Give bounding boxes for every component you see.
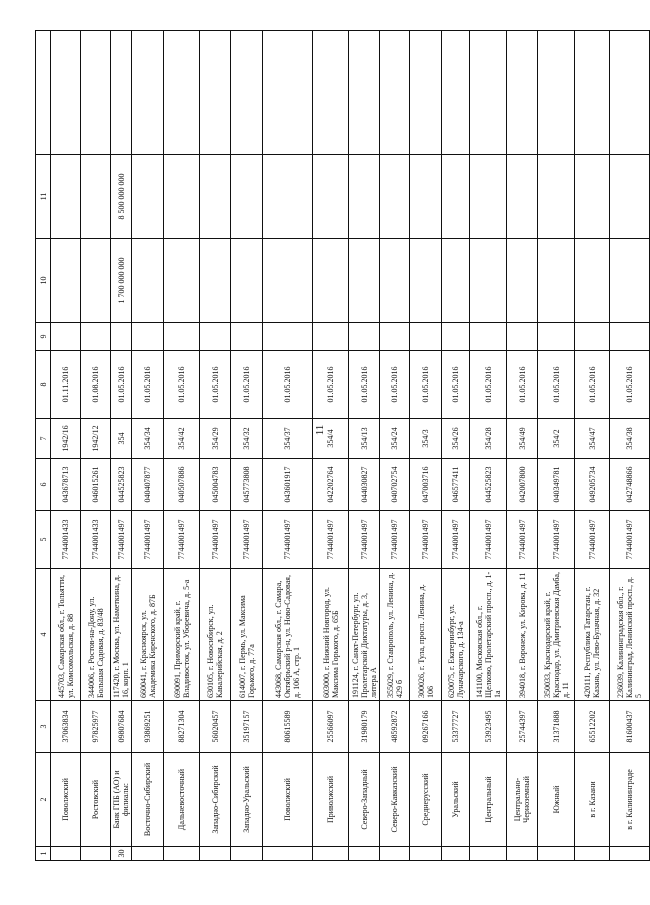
reg-number: 354/26 <box>442 419 470 459</box>
column-10-cell <box>442 239 470 323</box>
row-number <box>442 847 470 861</box>
column-9-cell <box>51 323 81 351</box>
blank-cell <box>132 31 164 155</box>
column-header: 6 <box>36 459 51 511</box>
column-11-cell <box>164 155 200 239</box>
inn: 7744001497 <box>470 511 507 569</box>
table-row <box>111 31 132 861</box>
branch-name: Центральный <box>470 753 507 847</box>
column-header: 5 <box>36 511 51 569</box>
column-header: 4 <box>36 569 51 701</box>
okpo-code: 09807684 <box>111 701 132 753</box>
inn: 7744001497 <box>575 511 610 569</box>
branch-name: Поволжский <box>51 753 81 847</box>
okpo-code: 48592872 <box>380 701 410 753</box>
column-header: 7 <box>36 419 51 459</box>
branch-name: Дальневосточный <box>164 753 200 847</box>
address: 191124, г. Санкт-Петербург, ул. Пролетарской Диктатуры, д. 3, литера А <box>349 569 380 701</box>
blank-cell <box>263 31 313 155</box>
column-11-cell <box>538 155 575 239</box>
branch-name: Южный <box>538 753 575 847</box>
row-number <box>507 847 538 861</box>
address: 300026, г. Тула, просп. Ленина, д. 106 <box>410 569 442 701</box>
column-9-cell <box>610 323 650 351</box>
okpo-code: 35197157 <box>231 701 263 753</box>
inn: 7744001497 <box>263 511 313 569</box>
row-number <box>200 847 231 861</box>
column-11-cell <box>81 155 111 239</box>
reg-number: 354/3 <box>410 419 442 459</box>
column-header: 10 <box>36 239 51 323</box>
bik: 040702754 <box>380 459 410 511</box>
table-row <box>81 31 111 861</box>
column-10-cell <box>349 239 380 323</box>
column-9-cell <box>81 323 111 351</box>
column-9-cell <box>263 323 313 351</box>
address: 443068, Самарская обл., г. Самара, Октябрьский р-н, ул. Ново-Садовая, д. 106 А, стр. 1 <box>263 569 313 701</box>
inn: 7744001497 <box>132 511 164 569</box>
date: 01.05.2016 <box>410 351 442 419</box>
column-9-cell <box>575 323 610 351</box>
column-11-cell <box>410 155 442 239</box>
reg-number: 354/34 <box>132 419 164 459</box>
okpo-code: 31371888 <box>538 701 575 753</box>
bik: 040507886 <box>164 459 200 511</box>
reg-number: 354/4 <box>313 419 349 459</box>
column-11-cell <box>575 155 610 239</box>
okpo-code: 31980179 <box>349 701 380 753</box>
column-11-cell <box>470 155 507 239</box>
date: 01.05.2016 <box>610 351 650 419</box>
reg-number: 354/28 <box>470 419 507 459</box>
address: 603000, г. Нижний Новгород, ул. Максима Горького, д. 65Б <box>313 569 349 701</box>
bik: 047003716 <box>410 459 442 511</box>
address: 445703, Самарская обл., г. Тольятти, ул. Комсомольская, д. 88 <box>51 569 81 701</box>
okpo-code: 09267166 <box>410 701 442 753</box>
column-11-cell <box>610 155 650 239</box>
table-row <box>610 31 650 861</box>
column-9-cell <box>349 323 380 351</box>
branch-name: Ростовский <box>81 753 111 847</box>
branch-name: в г. Калининграде <box>610 753 650 847</box>
bik: 046577411 <box>442 459 470 511</box>
address: 690091, Приморский край, г. Владивосток, ул. Уборевича, д. 5-а <box>164 569 200 701</box>
inn: 7744001497 <box>349 511 380 569</box>
bik: 040349781 <box>538 459 575 511</box>
column-header: 2 <box>36 753 51 847</box>
date: 01.05.2016 <box>200 351 231 419</box>
bik: 049205734 <box>575 459 610 511</box>
inn: 7744001497 <box>313 511 349 569</box>
table-row <box>51 31 81 861</box>
inn: 7744001497 <box>610 511 650 569</box>
reg-number: 354/32 <box>231 419 263 459</box>
column-9-cell <box>231 323 263 351</box>
reg-number: 1942/16 <box>51 419 81 459</box>
blank-cell <box>507 31 538 155</box>
column-10-cell <box>538 239 575 323</box>
column-9-cell <box>111 323 132 351</box>
blank-cell <box>610 31 650 155</box>
row-number <box>575 847 610 861</box>
column-9-cell <box>164 323 200 351</box>
blank-cell <box>164 31 200 155</box>
column-10-cell <box>132 239 164 323</box>
table-row <box>200 31 231 861</box>
column-10-cell <box>575 239 610 323</box>
inn: 7744001497 <box>538 511 575 569</box>
column-9-cell <box>132 323 164 351</box>
blank-cell <box>111 31 132 155</box>
column-10-cell <box>263 239 313 323</box>
date: 01.05.2016 <box>313 351 349 419</box>
bik: 043601917 <box>263 459 313 511</box>
bik: 040407877 <box>132 459 164 511</box>
bik: 044525823 <box>470 459 507 511</box>
row-number <box>263 847 313 861</box>
okpo-code: 53377727 <box>442 701 470 753</box>
address: 420111, Республика Татарстан, г. Казань, ул. Лево-Булачная, д. 32 <box>575 569 610 701</box>
row-number <box>81 847 111 861</box>
reg-number: 354/29 <box>200 419 231 459</box>
reg-number: 354/13 <box>349 419 380 459</box>
column-11-cell <box>231 155 263 239</box>
date: 01.08.2016 <box>81 351 111 419</box>
inn: 7744001433 <box>51 511 81 569</box>
document-sheet <box>35 31 643 861</box>
table-row <box>507 31 538 861</box>
date: 01.05.2016 <box>507 351 538 419</box>
bik: 045004783 <box>200 459 231 511</box>
bik: 042748866 <box>610 459 650 511</box>
column-header: 1 <box>36 847 51 861</box>
blank-column-header <box>36 31 51 155</box>
blank-cell <box>200 31 231 155</box>
inn: 7744001497 <box>410 511 442 569</box>
column-9-cell <box>442 323 470 351</box>
row-number <box>538 847 575 861</box>
address: 660041, г. Красноярск, ул. Академика Киренского, д. 87Б <box>132 569 164 701</box>
okpo-code: 56020457 <box>200 701 231 753</box>
column-10-cell <box>410 239 442 323</box>
header-row <box>36 31 51 861</box>
column-10-cell <box>81 239 111 323</box>
bik: 042007800 <box>507 459 538 511</box>
date: 01.05.2016 <box>380 351 410 419</box>
okpo-code: 80615589 <box>263 701 313 753</box>
bank-registry-table <box>35 30 650 861</box>
bik: 042202764 <box>313 459 349 511</box>
column-10-cell <box>470 239 507 323</box>
branch-name: Западно-Уральский <box>231 753 263 847</box>
reg-number: 1942/12 <box>81 419 111 459</box>
column-10-cell <box>507 239 538 323</box>
column-header: 11 <box>36 155 51 239</box>
column-11-cell <box>132 155 164 239</box>
blank-cell <box>313 31 349 155</box>
date: 01.05.2016 <box>442 351 470 419</box>
row-number <box>51 847 81 861</box>
reg-number: 354/24 <box>380 419 410 459</box>
inn: 7744001497 <box>507 511 538 569</box>
table-row <box>164 31 200 861</box>
reg-number: 354/49 <box>507 419 538 459</box>
date: 01.11.2016 <box>51 351 81 419</box>
branch-name: Поволжский <box>263 753 313 847</box>
column-10-cell <box>610 239 650 323</box>
inn: 7744001433 <box>81 511 111 569</box>
reg-number: 354/38 <box>610 419 650 459</box>
date: 01.05.2016 <box>111 351 132 419</box>
row-number <box>349 847 380 861</box>
row-number: 30 <box>111 847 132 861</box>
column-9-cell <box>313 323 349 351</box>
date: 01.05.2016 <box>263 351 313 419</box>
column-9-cell <box>470 323 507 351</box>
address: 350033, Краснодарский край, г. Краснодар, ул. Дмитриевская Дамба, д. 11 <box>538 569 575 701</box>
branch-name: Банк ГПБ (АО) и филиалы: <box>111 753 132 847</box>
okpo-code: 25566097 <box>313 701 349 753</box>
row-number <box>132 847 164 861</box>
table-row <box>410 31 442 861</box>
table-row <box>263 31 313 861</box>
address: 141100, Московская обл., г. Щелково, Пролетарский просп., д. 1-1а <box>470 569 507 701</box>
row-number <box>164 847 200 861</box>
branch-name: Уральский <box>442 753 470 847</box>
branch-name: Восточно-Сибирский <box>132 753 164 847</box>
address: 394018, г. Воронеж, ул. Кирова, д. 11 <box>507 569 538 701</box>
blank-cell <box>349 31 380 155</box>
address: 236039, Калининградская обл., г. Калининград, Ленинский просп., д. 5 <box>610 569 650 701</box>
okpo-code: 37063834 <box>51 701 81 753</box>
blank-cell <box>51 31 81 155</box>
okpo-code: 25744397 <box>507 701 538 753</box>
table-row <box>470 31 507 861</box>
address: 355029, г. Ставрополь, ул. Ленина, д. 429 б <box>380 569 410 701</box>
column-10-cell: 1 700 000 000 <box>111 239 132 323</box>
blank-cell <box>81 31 111 155</box>
page-number: 11 <box>314 424 326 436</box>
okpo-code: 93869251 <box>132 701 164 753</box>
column-11-cell <box>200 155 231 239</box>
okpo-code: 97825977 <box>81 701 111 753</box>
column-10-cell <box>164 239 200 323</box>
table-row <box>132 31 164 861</box>
okpo-code: 81600437 <box>610 701 650 753</box>
column-11-cell <box>51 155 81 239</box>
column-9-cell <box>507 323 538 351</box>
okpo-code: 88271304 <box>164 701 200 753</box>
date: 01.05.2016 <box>164 351 200 419</box>
bik: 043678713 <box>51 459 81 511</box>
row-number <box>470 847 507 861</box>
reg-number: 354/37 <box>263 419 313 459</box>
blank-cell <box>538 31 575 155</box>
okpo-code: 53923495 <box>470 701 507 753</box>
blank-cell <box>470 31 507 155</box>
bik: 044525823 <box>111 459 132 511</box>
branch-name: Среднерусский <box>410 753 442 847</box>
date: 01.05.2016 <box>575 351 610 419</box>
date: 01.05.2016 <box>231 351 263 419</box>
blank-cell <box>442 31 470 155</box>
inn: 7744001497 <box>442 511 470 569</box>
date: 01.05.2016 <box>538 351 575 419</box>
blank-cell <box>575 31 610 155</box>
column-10-cell <box>51 239 81 323</box>
branch-name: Западно-Сибирский <box>200 753 231 847</box>
column-9-cell <box>380 323 410 351</box>
row-number <box>410 847 442 861</box>
table-row <box>231 31 263 861</box>
column-10-cell <box>380 239 410 323</box>
column-11-cell <box>349 155 380 239</box>
reg-number: 354 <box>111 419 132 459</box>
address: 630105, г. Новосибирск, ул. Кавалерийская, д. 2 <box>200 569 231 701</box>
column-9-cell <box>200 323 231 351</box>
row-number <box>610 847 650 861</box>
blank-cell <box>410 31 442 155</box>
inn: 7744001497 <box>111 511 132 569</box>
inn: 7744001497 <box>380 511 410 569</box>
date: 01.05.2016 <box>349 351 380 419</box>
bik: 045773808 <box>231 459 263 511</box>
inn: 7744001497 <box>231 511 263 569</box>
column-10-cell <box>231 239 263 323</box>
inn: 7744001497 <box>164 511 200 569</box>
table-row <box>349 31 380 861</box>
branch-name: Северо-Кавказский <box>380 753 410 847</box>
branch-name: Центрально-Черноземный <box>507 753 538 847</box>
column-10-cell <box>313 239 349 323</box>
inn: 7744001497 <box>200 511 231 569</box>
column-10-cell <box>200 239 231 323</box>
bik: 044030827 <box>349 459 380 511</box>
blank-cell <box>380 31 410 155</box>
reg-number: 354/2 <box>538 419 575 459</box>
branch-name: в г. Казани <box>575 753 610 847</box>
reg-number: 354/47 <box>575 419 610 459</box>
branch-name: Приволжский <box>313 753 349 847</box>
address: 344006, г. Ростов-на-Дону, ул. Большая Садовая, д. 83/48 <box>81 569 111 701</box>
address: 620075, г. Екатеринбург, ул. Луначарского, д. 134-а <box>442 569 470 701</box>
address: 614007, г. Пермь, ул. Максима Горького, д. 77а <box>231 569 263 701</box>
table-row <box>575 31 610 861</box>
column-9-cell <box>410 323 442 351</box>
date: 01.05.2016 <box>132 351 164 419</box>
reg-number: 354/42 <box>164 419 200 459</box>
address: 117420, г. Москва, ул. Наметкина, д. 16, корп. 1 <box>111 569 132 701</box>
column-header: 3 <box>36 701 51 753</box>
column-header: 9 <box>36 323 51 351</box>
table-row <box>380 31 410 861</box>
column-9-cell <box>538 323 575 351</box>
date: 01.05.2016 <box>470 351 507 419</box>
okpo-code: 65512202 <box>575 701 610 753</box>
table-row <box>538 31 575 861</box>
column-11-cell <box>442 155 470 239</box>
column-header: 8 <box>36 351 51 419</box>
column-11-cell: 8 500 000 000 <box>111 155 132 239</box>
column-11-cell <box>313 155 349 239</box>
branch-name: Северо-Западный <box>349 753 380 847</box>
table-row <box>442 31 470 861</box>
row-number <box>380 847 410 861</box>
blank-cell <box>231 31 263 155</box>
bik: 046015261 <box>81 459 111 511</box>
row-number <box>231 847 263 861</box>
column-11-cell <box>507 155 538 239</box>
column-11-cell <box>263 155 313 239</box>
row-number <box>313 847 349 861</box>
table-row <box>313 31 349 861</box>
column-11-cell <box>380 155 410 239</box>
